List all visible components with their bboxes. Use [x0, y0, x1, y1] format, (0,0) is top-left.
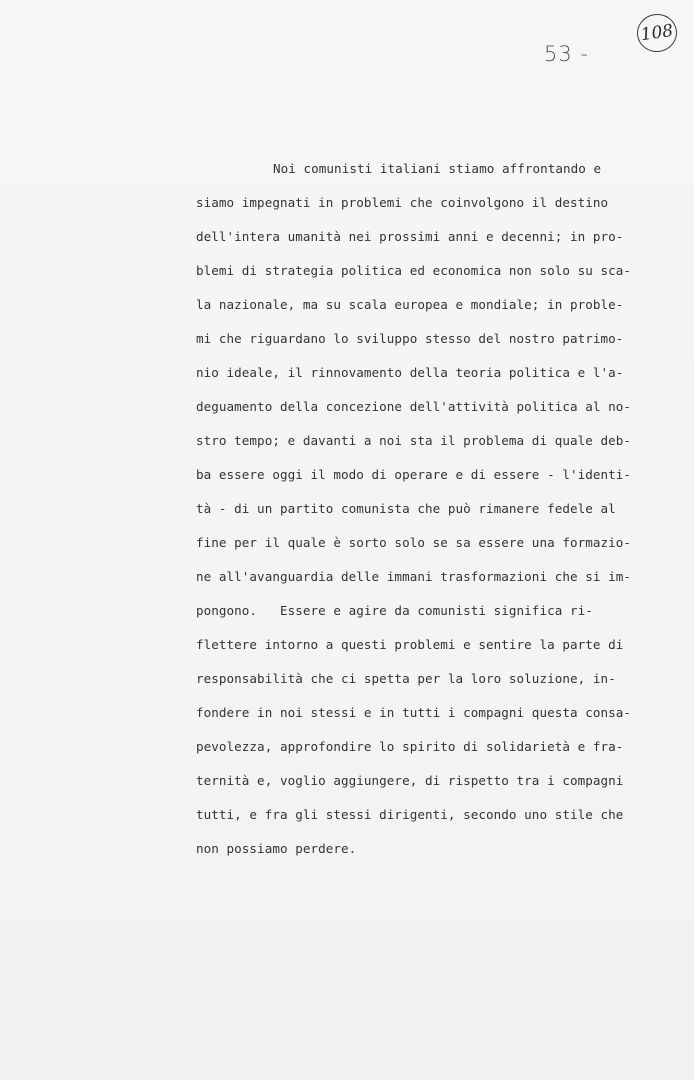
text-line: fine per il quale è sorto solo se sa essere una formazio- — [196, 535, 632, 550]
text-line: ternità e, voglio aggiungere, di rispetto tra i compagni — [196, 773, 624, 788]
text-line: tà - di un partito comunista che può rimanere fedele al — [196, 501, 616, 516]
archive-stamp — [635, 11, 680, 54]
text-line: dell'intera umanità nei prossimi anni e decenni; in pro- — [196, 229, 624, 244]
stamp-number: 108 — [639, 20, 675, 46]
text-line: siamo impegnati in problemi che coinvolgono il destino — [196, 195, 609, 210]
text-line: ne all'avanguardia delle immani trasformazioni che si im- — [196, 569, 632, 584]
text-line: deguamento della concezione dell'attività politica al no- — [196, 399, 632, 414]
text-line: flettere intorno a questi problemi e sentire la parte di — [196, 637, 624, 652]
text-line: responsabilità che ci spetta per la loro soluzione, in- — [196, 671, 616, 686]
text-line: tutti, e fra gli stessi dirigenti, secondo uno stile che — [196, 807, 624, 822]
page-number: 53 - — [544, 42, 589, 66]
text-line: nio ideale, il rinnovamento della teoria politica e l'a- — [196, 365, 624, 380]
text-line: mi che riguardano lo sviluppo stesso del nostro patrimo- — [196, 331, 624, 346]
body-text — [196, 156, 632, 870]
text-line: Noi comunisti italiani stiamo affrontando e — [273, 161, 602, 176]
text-line: pongono. Essere e agire da comunisti significa ri- — [196, 603, 593, 618]
text-line: fondere in noi stessi e in tutti i compagni questa consa- — [196, 705, 632, 720]
text-line: stro tempo; e davanti a noi sta il problema di quale deb- — [196, 433, 632, 448]
text-line: blemi di strategia politica ed economica non solo su sca- — [196, 263, 632, 278]
text-line: non possiamo perdere. — [196, 841, 357, 856]
text-line: pevolezza, approfondire lo spirito di solidarietà e fra- — [196, 739, 624, 754]
text-line: ba essere oggi il modo di operare e di essere - l'identi- — [196, 467, 632, 482]
text-line: la nazionale, ma su scala europea e mondiale; in proble- — [196, 297, 624, 312]
